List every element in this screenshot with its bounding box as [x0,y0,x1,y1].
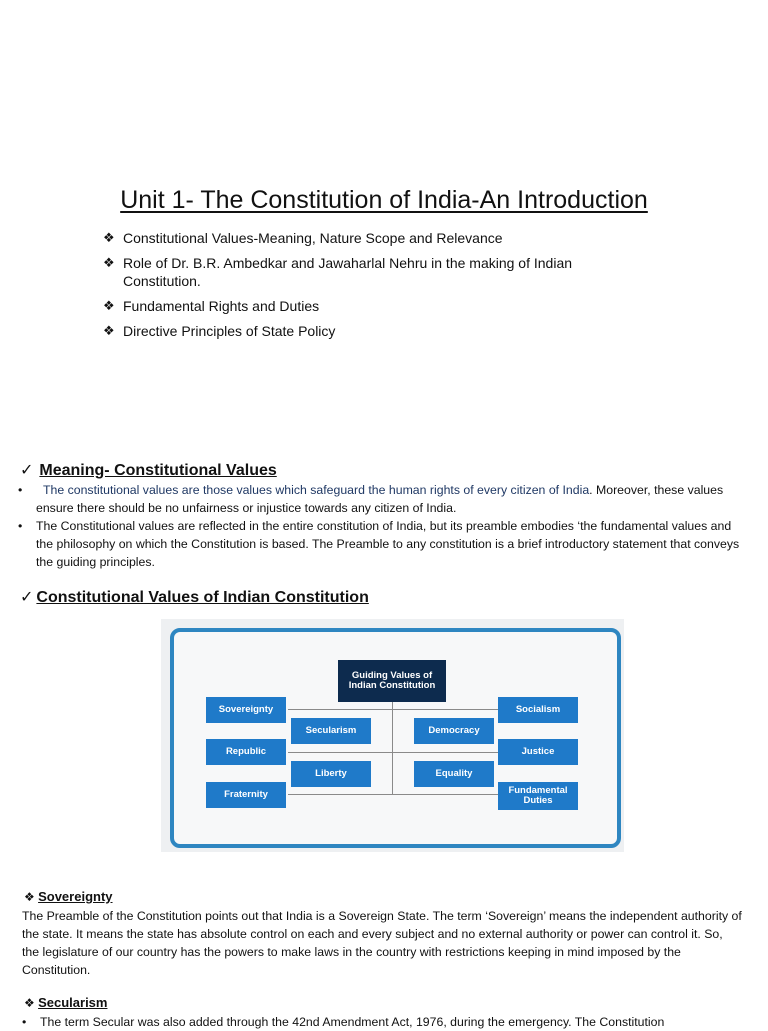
meaning-heading: ✓ Meaning- Constitutional Values [20,462,277,479]
connector-line [392,702,393,794]
topic-list [103,229,613,347]
connector-line [288,752,498,753]
sovereignty-text: The Preamble of the Constitution points out that India is a Sovereign State. The term ‘Sovereign’ means the independent authority of the state. It means the state has absolute control on each and every subject and no external authority or power can control it. So, the legislature of our country has the powers to make laws in the country with restrictions keeping in mind imposed by the Constitution. [22,909,742,977]
checkmark-icon: ✓ [20,462,34,479]
center-box: Guiding Values of Indian Constitution [338,660,446,702]
topic-item: ❖ Role of Dr. B.R. Ambedkar and Jawaharlal Nehru in the making of Indian Constitution. [103,255,573,289]
value-box-secularism: Secularism [291,718,371,744]
guiding-values-diagram [161,619,624,852]
values-heading: ✓ Constitutional Values of Indian Constitution [20,589,369,606]
list-item: • The constitutional values are those values which safeguard the human rights of every citizen of India. Moreover, these values ensure there should be no unfairness or injustice towards any citizen of India. [18,483,724,515]
diamond-bullet-icon: ❖ [103,230,115,245]
value-box-fundamental-duties: Fundamental Duties [498,782,578,810]
diamond-bullet-icon: ❖ [103,255,115,270]
connector-line [288,709,498,710]
page-title: Unit 1- The Constitution of India-An Introduction [120,186,648,214]
checkmark-icon: ✓ [20,589,34,606]
sovereignty-heading: ❖ Sovereignty [24,889,113,904]
value-box-sovereignty: Sovereignty [206,697,286,723]
diamond-bullet-icon: ❖ [103,323,115,338]
value-box-socialism: Socialism [498,697,578,723]
value-box-fraternity: Fraternity [206,782,286,808]
connector-line [288,794,498,795]
value-box-equality: Equality [414,761,494,787]
list-item: • The Constitutional values are reflected in the entire constitution of India, but its preamble embodies ‘the fundamental values and the philosophy on which the Constitution is based. The Preamble to any constitution is a brief introductory statement that conveys the guiding principles. [18,519,740,569]
meaning-bullets [18,481,748,571]
list-item: • The term Secular was also added through the 42nd Amendment Act, 1976, during the emergency. The Constitution [22,1015,665,1029]
diamond-bullet-icon: ❖ [103,298,115,313]
secularism-bullets [22,1013,752,1031]
diamond-bullet-icon: ❖ [24,996,39,1010]
topic-item: ❖ Fundamental Rights and Duties [103,298,320,314]
value-box-democracy: Democracy [414,718,494,744]
value-box-liberty: Liberty [291,761,371,787]
value-box-justice: Justice [498,739,578,765]
topic-item: ❖ Constitutional Values-Meaning, Nature Scope and Relevance [103,230,503,246]
diamond-bullet-icon: ❖ [24,890,39,904]
value-box-republic: Republic [206,739,286,765]
topic-item: ❖ Directive Principles of State Policy [103,323,336,339]
secularism-heading: ❖ Secularism [24,995,108,1010]
